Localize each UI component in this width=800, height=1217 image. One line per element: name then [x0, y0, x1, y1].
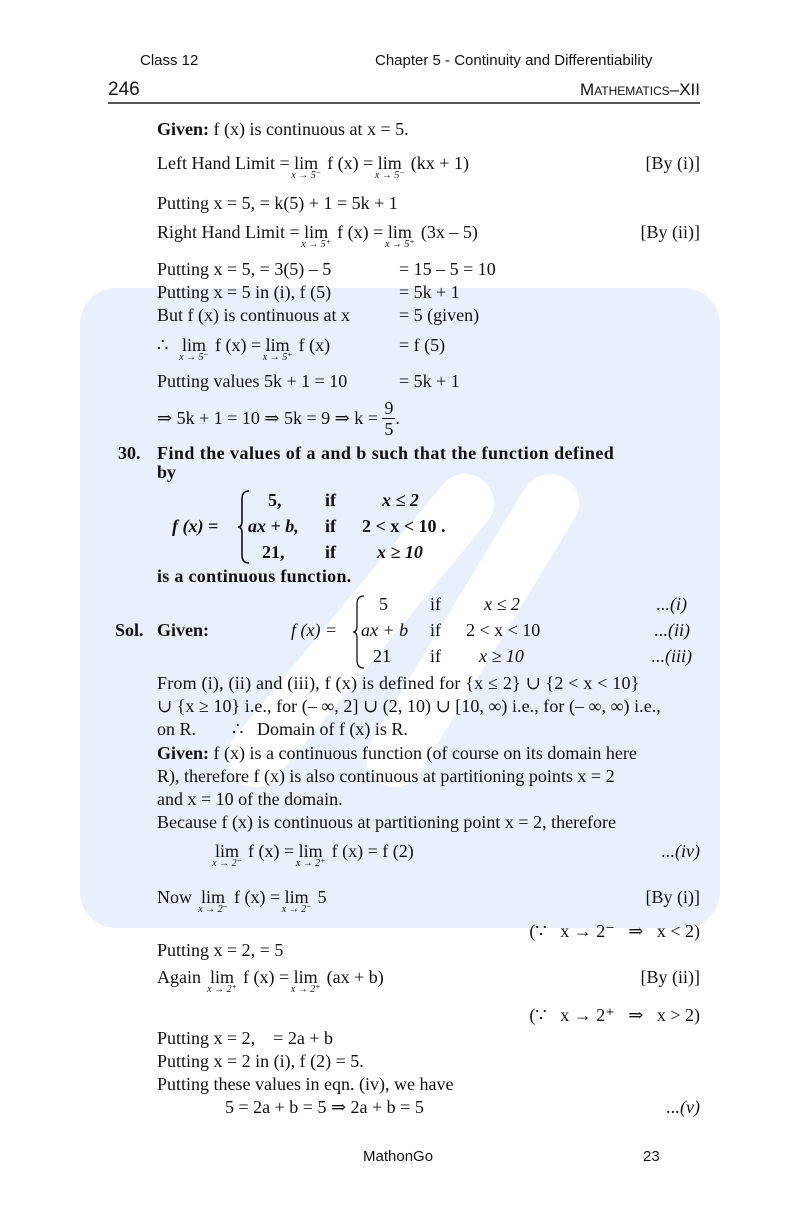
case-condition: 2 < x < 10 — [466, 620, 541, 640]
case-value: 5, — [268, 490, 282, 510]
because-right-note: (∵ x → 2⁺ ⇒ x > 2) — [529, 1005, 700, 1025]
given-continuous: Given: f (x) is a continuous function (of course on its domain here — [157, 743, 637, 763]
lhl-value: Putting x = 5, = k(5) + 1 = 5k + 1 — [157, 193, 398, 213]
putting-2a-b: Putting x = 2, = 2a + b — [157, 1028, 333, 1048]
book-page-number: 246 — [108, 79, 140, 100]
lim-operator: lim x → 2⁺ — [295, 841, 326, 869]
class-label: Class 12 — [140, 52, 199, 69]
putting-x-2: Putting x = 2, = 5 — [157, 940, 284, 960]
lim-operator: lim x → 5⁺ — [384, 222, 415, 250]
because-left-note: (∵ x → 2⁻ ⇒ x < 2) — [529, 921, 700, 941]
step-row: But f (x) is continuous at x — [157, 305, 350, 325]
rhl-reference: [By (ii)] — [640, 222, 700, 242]
right-hand-limit: Right Hand Limit = lim x → 5⁺ f (x) = lim x → 5⁺ (3x – 5) — [157, 222, 478, 250]
given-continuous-line: R), therefore f (x) is also continuous at partitioning points x = 2 — [157, 766, 615, 786]
lim-operator: lim x → 2⁺ — [207, 967, 237, 995]
putting-values: Putting these values in eqn. (iv), we have — [157, 1074, 454, 1094]
question-closing: is a continuous function. — [157, 566, 352, 586]
values-row-result: = 5k + 1 — [399, 371, 460, 391]
case-if: if — [325, 516, 336, 536]
given-statement: Given: f (x) is continuous at x = 5. — [157, 119, 409, 139]
again-reference: [By (ii)] — [640, 967, 700, 987]
domain-line: ∪ {x ≥ 10} i.e., for (– ∞, 2] ∪ (2, 10) ∪ [10, ∞) i.e., for (– ∞, ∞) i.e., — [157, 696, 661, 716]
conclusion-k: ⇒ 5k + 1 = 10 ⇒ 5k = 9 ⇒ k = $\frac{9}{5}$ . — [157, 398, 400, 439]
lim-operator: lim x → 5⁻ — [374, 153, 405, 181]
case-if: if — [430, 646, 441, 666]
left-hand-limit: Left Hand Limit = lim x → 5⁻ f (x) = lim x → 5⁻ (kx + 1) — [157, 153, 469, 181]
solution-label: Sol. — [115, 620, 144, 640]
eq-tag: ...(v) — [666, 1097, 700, 1117]
equation-v: 5 = 2a + b = 5 ⇒ 2a + b = 5 — [225, 1097, 424, 1117]
domain-line: From (i), (ii) and (iii), f (x) is defined for {x ≤ 2} ∪ {2 < x < 10} — [157, 673, 640, 693]
equation-iv: lim x → 2⁻ f (x) = lim x → 2⁺ f (x) = f (2) — [212, 841, 414, 869]
question-text: Find the values of a and b such that the function defined — [157, 443, 615, 463]
case-if: if — [325, 490, 336, 510]
domain-line: on R. ∴ Domain of f (x) is R. — [157, 719, 408, 739]
case-condition: 2 < x < 10 . — [362, 516, 446, 536]
case-condition: x ≤ 2 — [382, 490, 419, 510]
case-value: 5 — [379, 594, 388, 614]
lim-operator: lim x → 5⁻ — [291, 153, 321, 181]
eq-tag: ...(iii) — [651, 646, 692, 666]
eq-tag: ...(i) — [656, 594, 687, 614]
eq-tag: ...(ii) — [654, 620, 690, 640]
case-if: if — [430, 620, 441, 640]
lim-operator: lim x → 2⁻ — [212, 841, 242, 869]
again-row: Again lim x → 2⁺ f (x) = lim x → 2⁺ (ax + b) — [157, 967, 384, 995]
therefore-row: ∴ lim x → 5⁻ f (x) = lim x → 5⁺ f (x) — [157, 335, 331, 363]
solution-function-lhs: f (x) = — [291, 620, 338, 640]
case-if: if — [430, 594, 441, 614]
case-condition: x ≥ 10 — [377, 542, 423, 562]
fraction-9-5: $\frac{9}{5}$ — [384, 398, 394, 439]
eq-tag: ...(iv) — [661, 841, 700, 861]
lim-operator: lim x → 5⁻ — [179, 335, 209, 363]
case-value: ax + b, — [248, 516, 299, 536]
lim-operator: lim x → 5⁺ — [301, 222, 332, 250]
lim-operator: lim x → 2⁺ — [290, 967, 321, 995]
now-reference: [By (i)] — [645, 887, 700, 907]
book-title: Mathematics–XII — [580, 80, 700, 99]
case-value: 21 — [373, 646, 391, 666]
step-row: Putting x = 5 in (i), f (5) — [157, 282, 332, 302]
case-if: if — [325, 542, 336, 562]
footer-page-number: 23 — [643, 1148, 660, 1165]
step-row: Putting x = 5, = 3(5) – 5 — [157, 259, 332, 279]
lim-operator: lim x → 2⁻ — [281, 887, 312, 915]
step-row-result: = 5k + 1 — [399, 282, 460, 302]
lhl-reference: [By (i)] — [645, 153, 700, 173]
case-condition: x ≥ 10 — [479, 646, 524, 666]
now-row: Now lim x → 2⁻ f (x) = lim x → 2⁻ 5 — [157, 887, 327, 915]
therefore-result: = f (5) — [399, 335, 446, 355]
case-value: 21, — [262, 542, 285, 562]
lim-operator: lim x → 5⁺ — [262, 335, 293, 363]
solution-given-label: Given: — [157, 620, 209, 640]
footer-brand: MathonGo — [363, 1148, 434, 1165]
question-function-lhs: f (x) = — [172, 516, 219, 536]
because-line: Because f (x) is continuous at partitioning point x = 2, therefore — [157, 812, 617, 832]
step-row-result: = 15 – 5 = 10 — [399, 259, 496, 279]
values-row: Putting values 5k + 1 = 10 — [157, 371, 348, 391]
lim-operator: lim x → 2⁻ — [198, 887, 228, 915]
question-text-cont: by — [157, 462, 177, 482]
putting-f2: Putting x = 2 in (i), f (2) = 5. — [157, 1051, 364, 1071]
header-rule — [108, 102, 700, 104]
question-number: 30. — [118, 443, 141, 463]
case-value: ax + b — [361, 620, 409, 640]
case-condition: x ≤ 2 — [484, 594, 520, 614]
chapter-title: Chapter 5 - Continuity and Differentiability — [375, 52, 653, 69]
step-row-result: = 5 (given) — [399, 305, 480, 325]
given-continuous-line: and x = 10 of the domain. — [157, 789, 343, 809]
